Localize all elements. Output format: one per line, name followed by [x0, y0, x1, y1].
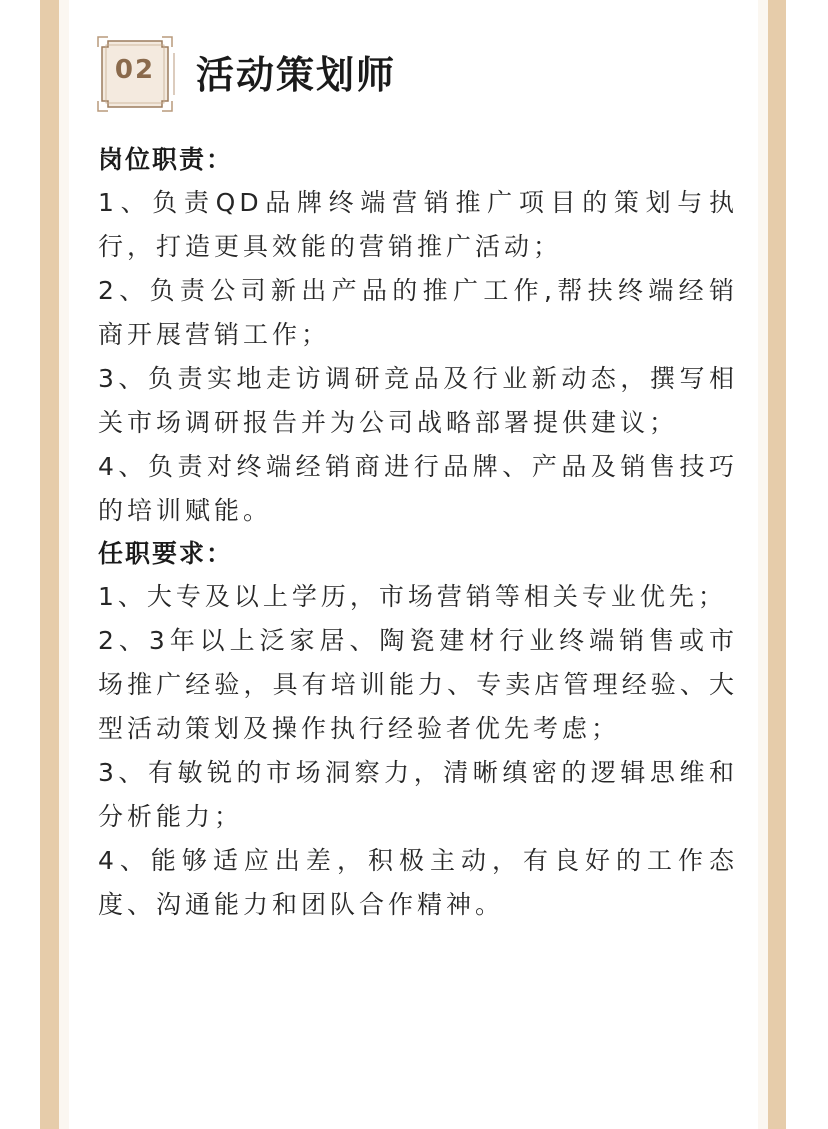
section-number: 02: [114, 55, 156, 85]
duty-item: 4、负责对终端经销商进行品牌、产品及销售技巧的培训赋能。: [98, 452, 738, 525]
duty-item: 1、负责QD品牌终端营销推广项目的策划与执行，打造更具效能的营销推广活动；: [98, 188, 738, 261]
page-title: 活动策划师: [196, 53, 397, 97]
right-border-strip: [768, 0, 786, 1129]
left-inner-strip: [59, 0, 69, 1129]
requirement-item: 2、3年以上泛家居、陶瓷建材行业终端销售或市场推广经验，具有培训能力、专卖店管理经验、大型活动策划及操作执行经验者优先考虑；: [98, 626, 738, 743]
requirements-heading: 任职要求：: [98, 539, 234, 568]
left-border-strip: [40, 0, 59, 1129]
requirement-item: 3、有敏锐的市场洞察力，清晰缜密的逻辑思维和分析能力；: [98, 758, 738, 831]
requirement-item: 1、大专及以上学历，市场营销等相关专业优先；: [98, 582, 727, 611]
duty-item: 2、负责公司新出产品的推广工作,帮扶终端经销商开展营销工作；: [98, 276, 738, 349]
job-description: [98, 139, 738, 927]
requirement-item: 4、能够适应出差，积极主动，有良好的工作态度、沟通能力和团队合作精神。: [98, 846, 738, 919]
duty-item: 3、负责实地走访调研竞品及行业新动态，撰写相关市场调研报告并为公司战略部署提供建议；: [98, 364, 738, 437]
right-inner-strip: [758, 0, 768, 1129]
duties-heading: 岗位职责：: [98, 145, 234, 174]
section-number-badge: [96, 35, 174, 113]
